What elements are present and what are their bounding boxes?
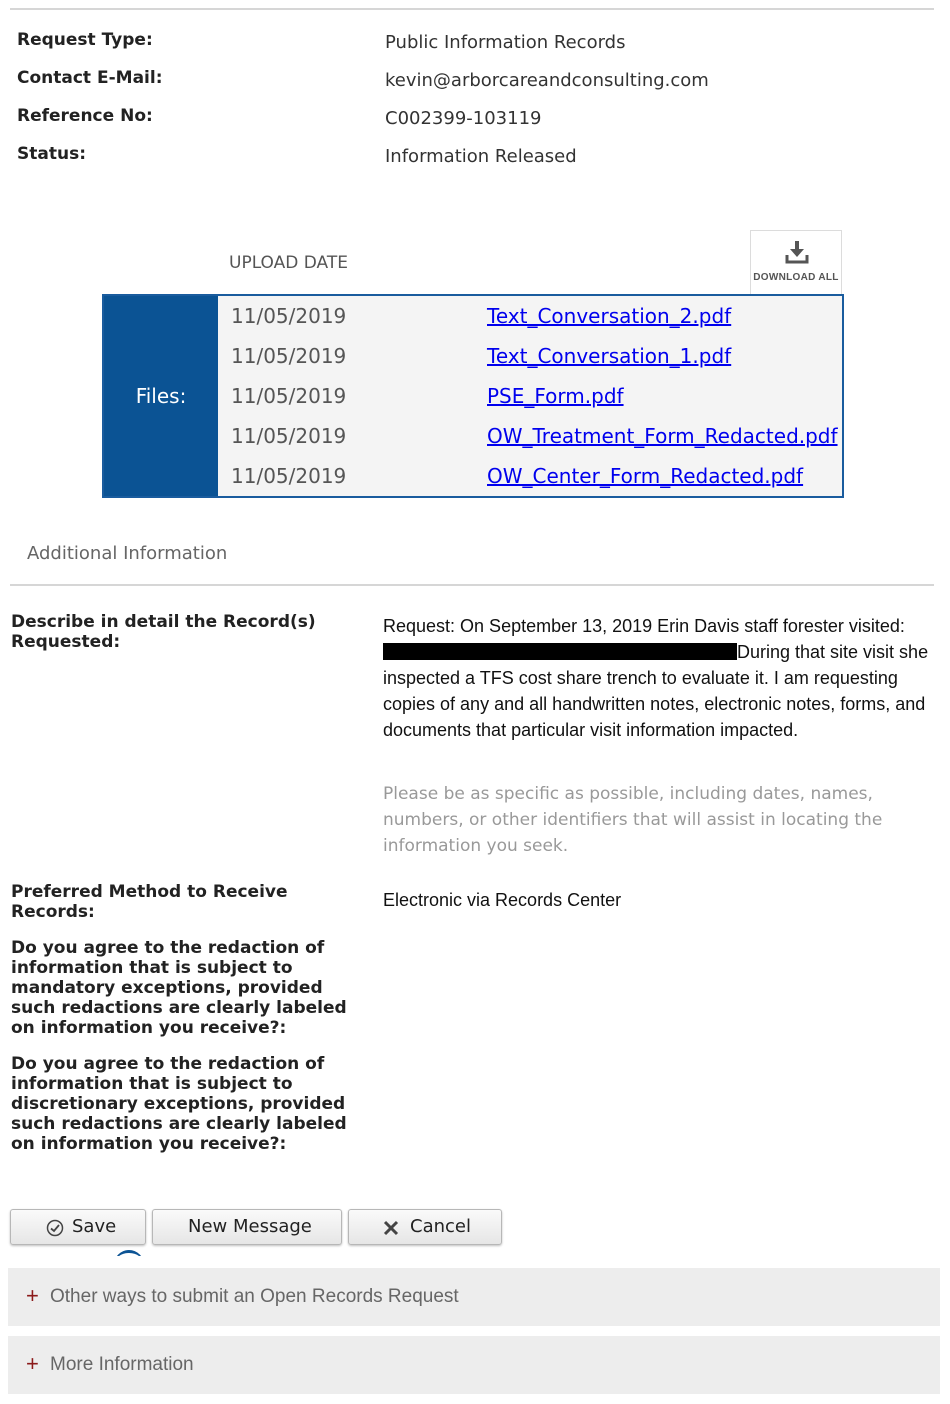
mandatory-redaction-question: Do you agree to the redaction of information that is subject to mandatory exceptions, provided such redactions are clearly labeled on information you receive?: xyxy=(11,938,347,1038)
file-row xyxy=(220,298,842,338)
file-upload-date: 11/05/2019 xyxy=(231,344,347,368)
contact-email-label: Contact E-Mail: xyxy=(17,68,163,88)
new-message-button-label: New Message xyxy=(188,1216,312,1237)
additional-information-heading: Additional Information xyxy=(27,543,228,564)
discretionary-redaction-question: Do you agree to the redaction of information that is subject to discretionary exceptions, provided such redactions are clearly labeled on information you receive?: xyxy=(11,1054,347,1154)
download-icon xyxy=(785,240,809,264)
file-upload-date: 11/05/2019 xyxy=(231,384,347,408)
files-label: Files: xyxy=(104,296,218,496)
file-link[interactable]: Text_Conversation_1.pdf xyxy=(487,344,732,368)
plus-icon: + xyxy=(26,1351,39,1376)
more-information-accordion-label: More Information xyxy=(50,1354,194,1375)
save-button[interactable] xyxy=(10,1209,146,1245)
request-type-value: Public Information Records xyxy=(385,32,626,53)
records-requested-help-text: Please be as specific as possible, including dates, names, numbers, or other identifiers that will assist in locating the information you seek. xyxy=(383,784,883,856)
status-value: Information Released xyxy=(385,146,577,167)
status-label: Status: xyxy=(17,144,86,164)
records-answer-part1: Request: On September 13, 2019 Erin Davis staff forester visited: xyxy=(383,616,905,636)
cancel-button-label: Cancel xyxy=(410,1216,471,1237)
records-answer-part2: During that site visit she inspected a TFS cost share trench to evaluate it. I am requesting copies of any and all handwritten notes, electronic notes, forms, and documents that particular visit information impacted. xyxy=(383,642,929,740)
top-divider xyxy=(10,8,934,10)
close-icon xyxy=(382,1219,400,1237)
redaction-bar xyxy=(383,643,737,660)
file-upload-date: 11/05/2019 xyxy=(231,304,347,328)
check-circle-icon xyxy=(46,1219,64,1237)
file-row xyxy=(220,418,842,458)
file-row xyxy=(220,378,842,418)
other-ways-accordion-label: Other ways to submit an Open Records Request xyxy=(50,1286,459,1307)
download-all-label: DOWNLOAD ALL xyxy=(753,272,839,283)
file-upload-date: 11/05/2019 xyxy=(231,464,347,488)
preferred-method-answer: Electronic via Records Center xyxy=(383,890,622,910)
reference-number-label: Reference No: xyxy=(17,106,153,126)
decorative-arc xyxy=(114,1250,144,1256)
contact-email-value: kevin@arborcareandconsulting.com xyxy=(385,70,709,91)
file-upload-date: 11/05/2019 xyxy=(231,424,347,448)
file-link[interactable]: OW_Treatment_Form_Redacted.pdf xyxy=(487,424,838,448)
plus-icon: + xyxy=(26,1283,39,1308)
file-link[interactable]: PSE_Form.pdf xyxy=(487,384,624,408)
cancel-button[interactable] xyxy=(348,1209,502,1245)
file-row xyxy=(220,338,842,378)
file-link[interactable]: OW_Center_Form_Redacted.pdf xyxy=(487,464,804,488)
save-button-label: Save xyxy=(72,1216,117,1237)
file-row xyxy=(220,458,842,498)
preferred-method-label: Preferred Method to Receive Records: xyxy=(11,882,288,922)
reference-number-value: C002399-103119 xyxy=(385,108,542,129)
more-information-accordion[interactable] xyxy=(8,1336,940,1394)
files-table xyxy=(102,294,844,498)
records-requested-answer xyxy=(383,613,935,743)
download-all-button[interactable] xyxy=(750,230,842,294)
request-type-label: Request Type: xyxy=(17,30,153,50)
records-requested-label: Describe in detail the Record(s) Requested: xyxy=(11,612,316,652)
new-message-button[interactable] xyxy=(152,1209,342,1245)
upload-date-column-header: UPLOAD DATE xyxy=(229,253,348,273)
other-ways-accordion[interactable] xyxy=(8,1268,940,1326)
additional-information-divider xyxy=(10,584,934,586)
file-link[interactable]: Text_Conversation_2.pdf xyxy=(487,304,732,328)
